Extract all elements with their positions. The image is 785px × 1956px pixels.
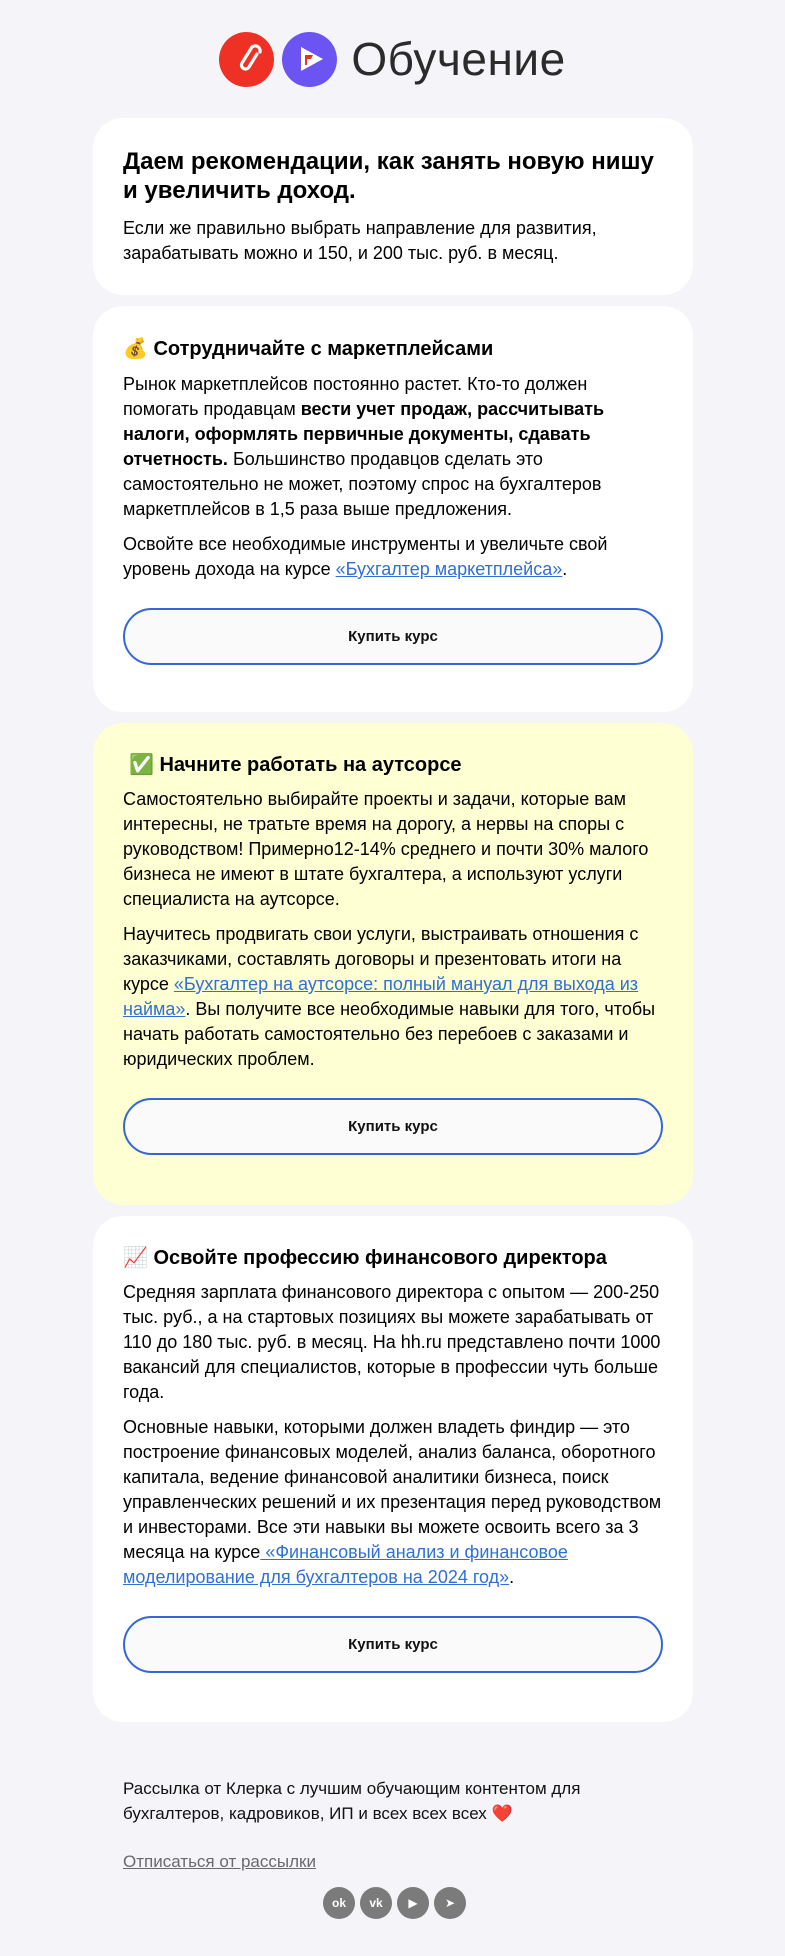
unsubscribe-link[interactable]: Отписаться от рассылки [123, 1852, 316, 1871]
marketplace-paragraph-1 [123, 372, 663, 522]
marketplace-card [93, 306, 693, 712]
telegram-icon[interactable]: ➤ [434, 1887, 466, 1919]
social-links [323, 1887, 466, 1919]
outsource-buy-button[interactable]: Купить курс [123, 1098, 663, 1155]
header [0, 0, 785, 118]
play-flag-icon[interactable] [282, 32, 337, 87]
outsource-paragraph-2 [123, 922, 663, 1072]
money-bag-icon: 💰 [123, 338, 148, 360]
marketplace-title [123, 336, 663, 362]
intro-card [93, 118, 693, 295]
marketplace-p1-bold: вести учет продаж, рассчитывать налоги, оформлять первичные документы, сдавать отчетность. [123, 399, 605, 469]
marketplace-p2-end: . [562, 559, 568, 579]
marketplace-p1-start: Рынок маркетплейсов постоянно растет. Кто-то должен помогать продавцам [123, 374, 588, 419]
odnoklassniki-icon[interactable]: ok [323, 1887, 355, 1919]
outsource-paragraph-1: Самостоятельно выбирайте проекты и задачи, которые вам интересны, не тратьте время на дорогу, а нервы на споры с руководством! Примерно12-14% среднего и почти 30% малого бизнеса не имеют в штате бухгалтера, а используют услуги специалиста на аутсорсе. [123, 789, 649, 909]
youtube-icon[interactable]: ▶ [397, 1887, 429, 1919]
cfo-paragraph-1: Средняя зарплата финансового директора с опытом — 200-250 тыс. руб., а на стартовых позициях вы можете зарабатывать от 110 до 180 тыс. руб. в месяц. На hh.ru представлено почти 1000 вакансий для специалистов, которые в профессии чуть больше года. [123, 1282, 661, 1402]
chart-up-icon: 📈 [123, 1247, 148, 1269]
intro-title: Даем рекомендации, как занять новую нишу и увеличить доход. [123, 148, 654, 204]
intro-text: Если же правильно выбрать направление для развития, зарабатывать можно и 150, и 200 тыс. руб. в месяц. [123, 218, 597, 263]
cfo-title [123, 1245, 663, 1271]
cfo-p2-start: Основные навыки, которыми должен владеть финдир — это построение финансовых моделей, анализ баланса, оборотного капитала, ведение финансовой аналитики бизнеса, поиск управленческих решений и их презентация перед руководством и инвесторами. Все эти навыки вы можете освоить всего за 3 месяца на курсе [123, 1417, 662, 1562]
outsource-title [123, 752, 663, 778]
outsource-p2-end: . Вы получите все необходимые навыки для того, чтобы начать работать самостоятельно без перебоев с заказами и юридических проблем. [123, 999, 656, 1069]
vk-icon[interactable]: vk [360, 1887, 392, 1919]
outsource-course-link[interactable]: «Бухгалтер на аутсорсе: полный мануал для выхода из найма» [123, 974, 639, 1019]
cfo-buy-button[interactable]: Купить курс [123, 1616, 663, 1673]
cfo-card [93, 1216, 693, 1722]
cfo-course-link[interactable]: «Финансовый анализ и финансовое моделирование для бухгалтеров на 2024 год» [123, 1542, 568, 1587]
marketplace-p2-start: Освойте все необходимые инструменты и увеличьте свой уровень дохода на курсе [123, 534, 608, 579]
outsource-p2-start: Научитесь продвигать свои услуги, выстраивать отношения с заказчиками, составлять договоры и презентовать итоги на курсе [123, 924, 639, 994]
cfo-title-text: Освойте профессию финансового директора [153, 1247, 607, 1269]
marketplace-title-text: Сотрудничайте с маркетплейсами [153, 338, 494, 360]
marketplace-course-link[interactable]: «Бухгалтер маркетплейса» [335, 559, 563, 579]
check-mark-icon: ✅ [129, 754, 154, 776]
footer-text: Рассылка от Клерка с лучшим обучающим контентом для бухгалтеров, кадровиков, ИП и всех всех всех ❤️ [123, 1779, 581, 1823]
outsource-title-text: Начните работать на аутсорсе [159, 754, 462, 776]
marketplace-buy-button[interactable]: Купить курс [123, 608, 663, 665]
cfo-p2-end: . [509, 1567, 515, 1587]
outsource-card [93, 723, 693, 1205]
brand-title: Обучение [351, 33, 566, 85]
cfo-paragraph-2 [123, 1415, 663, 1590]
paperclip-icon[interactable] [219, 32, 274, 87]
marketplace-p1-end: Большинство продавцов сделать это самостоятельно не может, поэтому спрос на бухгалтеров маркетплейсов в 1,5 раза выше предложения. [123, 449, 602, 519]
marketplace-paragraph-2 [123, 532, 663, 582]
